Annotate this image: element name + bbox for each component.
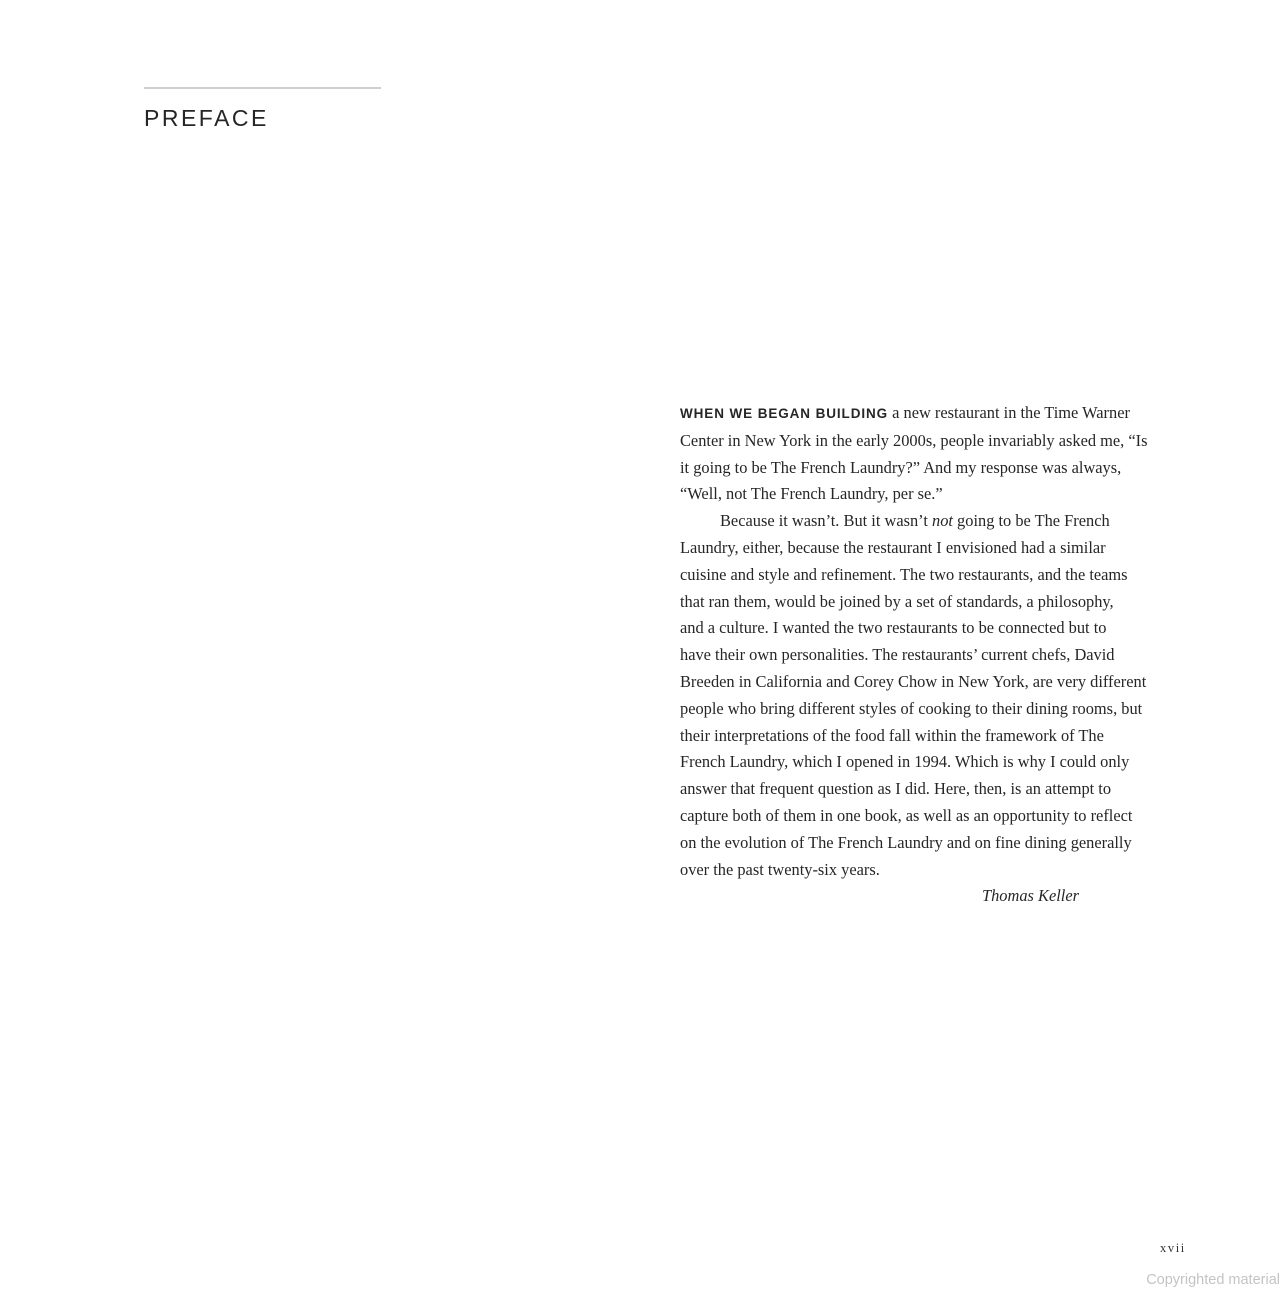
paragraph-2-line: people who bring different styles of cooking to their dining rooms, but [680, 698, 1143, 718]
paragraph-2-line: answer that frequent question as I did. Here, then, is an attempt to [680, 779, 1112, 799]
page-number: xvii [1160, 1241, 1186, 1255]
paragraph-2-line: have their own personalities. The restaurants’ current chefs, David [680, 645, 1115, 665]
paragraph-2-line: and a culture. I wanted the two restaurants to be connected but to [680, 618, 1107, 638]
paragraph-2-line: over the past twenty-six years. [680, 859, 880, 879]
paragraph-2-line: capture both of them in one book, as well as an opportunity to reflect [680, 805, 1133, 825]
paragraph-1-line-text: a new restaurant in the Time Warner [888, 403, 1130, 422]
paragraph-2-line: Breeden in California and Corey Chow in New York, are very different [680, 671, 1147, 691]
paragraph-2-line [680, 508, 1190, 535]
paragraph-2-line: on the evolution of The French Laundry and on fine dining generally [680, 832, 1132, 852]
preface-body [680, 400, 1190, 883]
paragraph-1-line: it going to be The French Laundry?” And my response was always, [680, 457, 1122, 477]
paragraph-2-line: French Laundry, which I opened in 1994. Which is why I could only [680, 752, 1130, 772]
paragraph-2-line: their interpretations of the food fall within the framework of The [680, 725, 1104, 745]
paragraph-1-line: Center in New York in the early 2000s, people invariably asked me, “Is [680, 430, 1148, 450]
paragraph-2 [680, 508, 1190, 883]
emphasis-text: not [932, 511, 953, 531]
paragraph-2-text-before-emphasis: Because it wasn’t. But it wasn’t [720, 511, 932, 531]
paragraph-2-line: Laundry, either, because the restaurant I envisioned had a similar [680, 537, 1106, 557]
page-title: PREFACE [144, 105, 269, 131]
paragraph-1 [680, 400, 1190, 508]
paragraph-2-line: that ran them, would be joined by a set of standards, a philosophy, [680, 591, 1114, 611]
copyright-watermark: Copyrighted material [1146, 1272, 1280, 1288]
heading-rule [144, 87, 381, 89]
lead-in-caps: WHEN WE BEGAN BUILDING [680, 406, 889, 421]
paragraph-1-line: “Well, not The French Laundry, per se.” [680, 484, 943, 504]
author-signature: Thomas Keller [982, 886, 1079, 905]
paragraph-2-text-after-emphasis: going to be The French [952, 511, 1110, 531]
paragraph-1-line [680, 400, 1190, 428]
paragraph-2-line: cuisine and style and refinement. The two restaurants, and the teams [680, 564, 1128, 584]
